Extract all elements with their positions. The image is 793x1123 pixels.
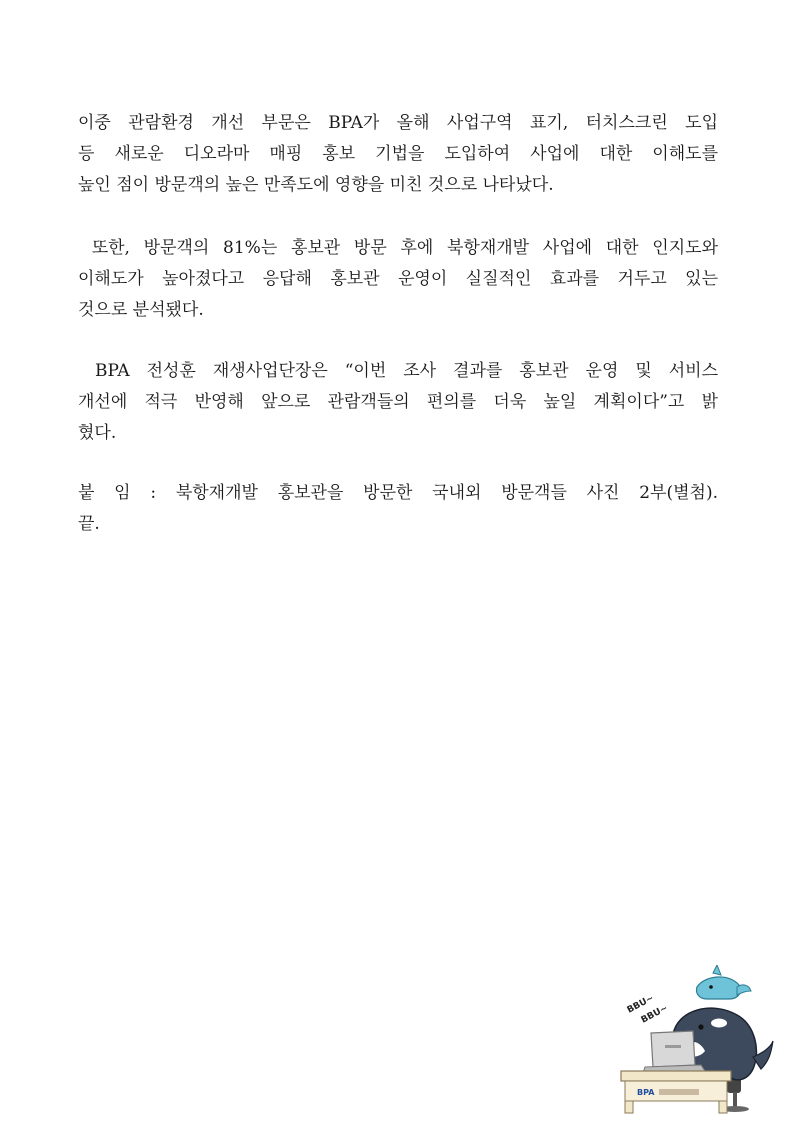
paragraph-awareness <box>78 233 718 326</box>
orca-eye-patch-icon <box>711 1019 727 1028</box>
speech-text-2: BBU~ <box>639 1003 670 1026</box>
paragraph-visitor-satisfaction <box>78 108 718 201</box>
desk-logo: BPA <box>637 1088 655 1097</box>
text-line: 끝. <box>78 514 100 534</box>
text-line: 이중 관람환경 개선 부문은 BPA가 올해 사업구역 표기, 터치스크린 도입 <box>78 113 718 133</box>
chair-leg-icon <box>733 1092 737 1108</box>
orca-mascot-icon <box>615 965 775 1115</box>
laptop-screen-icon <box>651 1031 695 1067</box>
desk-top-icon <box>621 1071 731 1081</box>
paragraph-attachment <box>78 478 718 540</box>
desk-logo-bar-icon <box>659 1089 699 1095</box>
orca-eye-icon <box>698 1024 703 1029</box>
speech-text-1: BBU~ <box>625 993 656 1016</box>
text-line: 이해도가 높아졌다고 응답해 홍보관 운영이 실질적인 효과를 거두고 있는 <box>78 269 718 289</box>
desk-leg-icon <box>719 1101 727 1113</box>
small-dolphin-icon <box>696 977 740 999</box>
desk-leg-icon <box>625 1101 633 1113</box>
text-line: 개선에 적극 반영해 앞으로 관람객들의 편의를 더욱 높일 계획이다”고 밝 <box>78 392 718 412</box>
text-line: BPA 전성훈 재생사업단장은 “이번 조사 결과를 홍보관 운영 및 서비스 <box>78 361 718 381</box>
orca-mascot-illustration <box>615 965 775 1115</box>
text-line: 것으로 분석됐다. <box>78 300 204 320</box>
paragraph-director-quote <box>78 356 718 449</box>
text-line: 붙 임 : 북항재개발 홍보관을 방문한 국내외 방문객들 사진 2부(별첨). <box>78 483 718 503</box>
text-line: 높인 점이 방문객의 높은 만족도에 영향을 미친 것으로 나타났다. <box>78 175 554 195</box>
text-line: 등 새로운 디오라마 매핑 홍보 기법을 도입하여 사업에 대한 이해도를 <box>78 144 718 164</box>
text-line: 또한, 방문객의 81%는 홍보관 방문 후에 북항재개발 사업에 대한 인지도와 <box>78 238 718 258</box>
text-line: 혔다. <box>78 423 117 443</box>
